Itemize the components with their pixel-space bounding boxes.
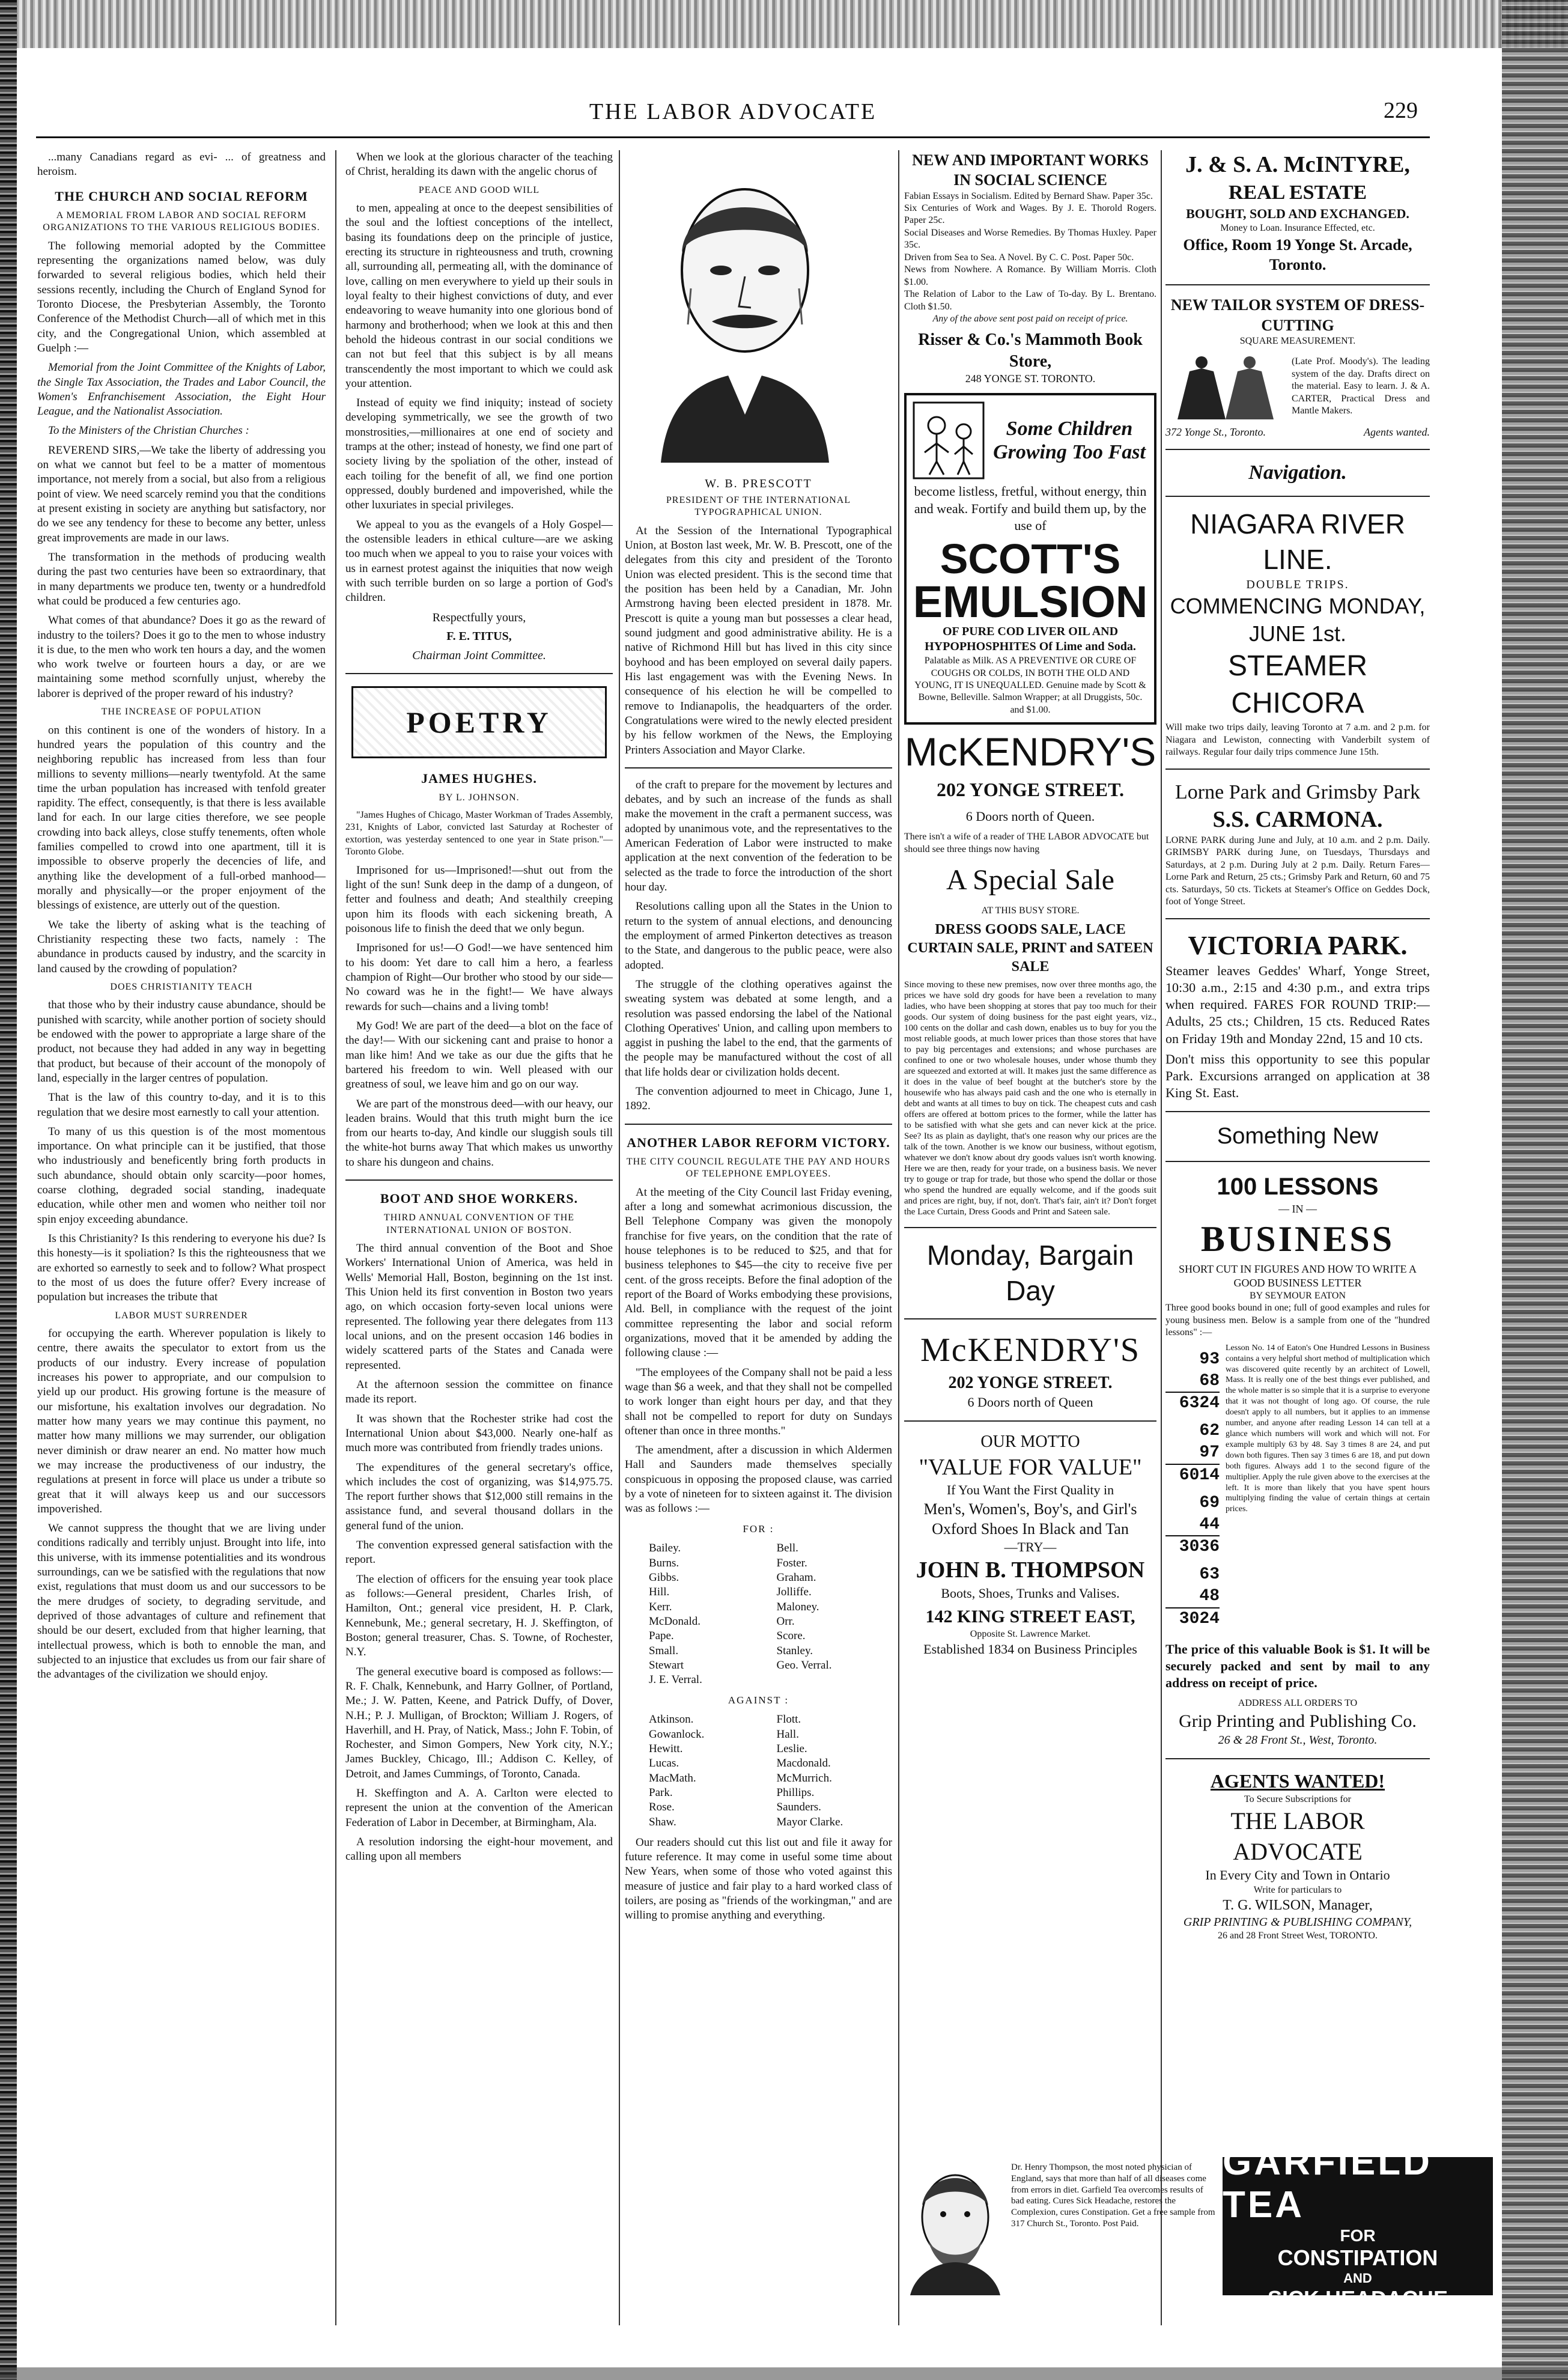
article-text: The general executive board is composed as follows:—R. F. Chalk, Kennebunk, and Harry Gollner, of Portland, Me.; J. W. Patten, Keene, and Patrick Duffy, of Dover, N.H.; P. J. Mulligan, of Brockton; William J. Rogers, of Haverhill, and H. Pray, of Natick, Mass.; John F. Tobin, of Rochester, and Simon Gompers, New York city, N.Y.; James Buckley, Chicago, Ill.; Addison C. Kelley, of Detroit, and James Cummings, of Toronto, Canada. bbox=[345, 1665, 613, 1780]
article-headline: BOOT AND SHOE WORKERS. bbox=[380, 1191, 579, 1207]
column-rule bbox=[619, 150, 620, 2325]
article-subhead: DOES CHRISTIANITY TEACH bbox=[110, 981, 253, 992]
poem-stanza: We are part of the monstrous deed—with our heavy, our leaden brains. Would that this truth might burn the ice from our hearts to-day, And kindle our sluggish souls till the white-hot burns away That which makes us unworthy to share his dungeon and chains. bbox=[345, 1097, 613, 1169]
multiplication-figure: 44 bbox=[1199, 1515, 1220, 1534]
divider bbox=[904, 1318, 1156, 1319]
thompson-goods: Men's, Women's, Boy's, and Girl's Oxford Shoes In Black and Tan bbox=[923, 1500, 1137, 1538]
article-text: At the meeting of the City Council last Friday evening, after a long and somewhat acrimonious discussion, the Bell Telephone Company was given the monopoly franchise for five years, on the condition that the rate of house telephones is to be reduced to $25, and that for business telephones to $45—the city to receive five per cent. of the gross receipts. Before the final adoption of the report of the Board of Works embodying these provisions, Ald. Bell, in compliance with the request of the joint committee representing the labor and social reform organizations, moved that it be amended by adding the following clause :— bbox=[625, 1185, 892, 1360]
multiplication-figure: 68 bbox=[1199, 1371, 1220, 1390]
grip-address: 26 & 28 Front St., West, Toronto. bbox=[1218, 1733, 1378, 1747]
poem-title: JAMES HUGHES. bbox=[421, 771, 537, 787]
article-text: We take the liberty of asking what is the teaching of Christianity respecting these two facts, namely : The abundance in products caused by industry, and the scarcity in land caused by the crowding of population? bbox=[37, 918, 326, 975]
vote-name: Hewitt. bbox=[649, 1742, 683, 1755]
multiplication-figure: 6324 bbox=[1165, 1392, 1220, 1414]
column-1 bbox=[37, 150, 326, 2325]
scotts-tagline: Some Children Growing Too Fast bbox=[993, 418, 1146, 464]
lessons-short-cut: SHORT CUT IN FIGURES AND HOW TO WRITE A GOOD BUSINESS LETTER bbox=[1179, 1262, 1417, 1289]
article-text: The convention expressed general satisfaction with the report. bbox=[345, 1539, 613, 1566]
multiplication-figure: 63 bbox=[1199, 1565, 1220, 1584]
article-text: The transformation in the methods of producing wealth during the past two centuries have been so extraordinary, that in many departments we produce ten, twenty or a hundredfold what could be produced a few centuries ago. bbox=[37, 550, 326, 607]
vote-name: Gowanlock. bbox=[649, 1727, 705, 1741]
tailor-title: NEW TAILOR SYSTEM OF DRESS-CUTTING bbox=[1170, 296, 1425, 334]
niagara-text: Will make two trips daily, leaving Toronto at 7 a.m. and 2 p.m. for Niagara and Lewiston, connecting with Vanderbilt system of railways. Regular four daily trips commence June 15th. bbox=[1165, 722, 1430, 758]
article-text: H. Skeffington and A. A. Carlton were elected to represent the union at the convention of the American Federation of Labor in December, at Birmingham, Ala. bbox=[345, 1787, 613, 1829]
thompson-items: Boots, Shoes, Trunks and Valises. bbox=[941, 1585, 1120, 1601]
vote-name: McDonald. bbox=[649, 1615, 701, 1628]
divider bbox=[625, 767, 892, 768]
vote-name: Maloney. bbox=[776, 1600, 819, 1613]
divider bbox=[1165, 449, 1430, 450]
dress-form-icon bbox=[1165, 347, 1286, 425]
multiplication-figure: 93 bbox=[1199, 1350, 1220, 1369]
vote-name: Bailey. bbox=[649, 1542, 681, 1555]
books-ad bbox=[904, 150, 1156, 386]
vote-name: Geo. Verral. bbox=[776, 1658, 832, 1672]
portrait-subcaption: PRESIDENT OF THE INTERNATIONAL TYPOGRAPHICAL UNION. bbox=[666, 495, 851, 518]
article-text: At the Session of the International Typographical Union, at Boston last week, Mr. W. B. Prescott, one of the delegates from this city and president of the Toronto Union was elected president. This is the second time that the position has been held by a Canadian, Mr. John Armstrong having been elected president in 1878. Mr. Prescott is quite a young man but possesses a clear head, sound judgment and good administrative ability. He is a native of Richmond Hill but has lived in this city since boyhood and has been employed on several daily papers. His last engagement was with the Evening News. In consequence of his election he will be compelled to remove to Indianapolis, the headquarters of the order. Congratulations were wired to the newly elected president by his fellow workmen of the News, the Employing Printers Association and Mayor Clarke. bbox=[625, 524, 892, 756]
vote-name: Atkinson. bbox=[649, 1713, 694, 1726]
special-sale-sub: AT THIS BUSY STORE. bbox=[981, 905, 1080, 916]
book-item: The Relation of Labor to the Law of To-day. By L. Brentano. Cloth $1.50. bbox=[904, 289, 1156, 312]
mcintyre-text: Money to Loan. Insurance Effected, etc. bbox=[1220, 223, 1375, 234]
article-text: We appeal to you as the evangels of a Holy Gospel—the ostensible leaders in ethical culture—are we asking too much when we appeal to you to raise your voices with us in earnest protest against the iniquities that now weigh with such terrible burden on so large a portion of God's children. bbox=[345, 518, 613, 604]
book-item: Social Diseases and Worse Remedies. By Thomas Huxley. Paper 35c. bbox=[904, 227, 1156, 251]
lorne-park-title: Lorne Park and Grimsby Park bbox=[1175, 781, 1420, 803]
thompson-try: —TRY— bbox=[1004, 1539, 1057, 1555]
divider bbox=[345, 1179, 613, 1181]
article-text: Memorial from the Joint Committee of the Knights of Labor, the Single Tax Association, the Trades and Labor Council, the Women's Enfranchisement Association, the Eight Hour League, and the Nationalist Association. bbox=[37, 361, 326, 418]
column-rule bbox=[1161, 150, 1162, 2325]
article-subhead: A MEMORIAL FROM LABOR AND SOCIAL REFORM ORGANIZATIONS TO THE VARIOUS RELIGIOUS BODIES. bbox=[43, 210, 320, 233]
signature-closing: Respectfully yours, bbox=[432, 610, 526, 624]
niagara-title: NIAGARA RIVER LINE. bbox=[1190, 508, 1405, 575]
mckendry-location-2: 6 Doors north of Queen bbox=[967, 1394, 1093, 1410]
divider bbox=[625, 1124, 892, 1125]
vote-name: Rose. bbox=[649, 1801, 675, 1814]
tailor-address: 372 Yonge St., Toronto. bbox=[1165, 426, 1266, 439]
motto-text: "VALUE FOR VALUE" bbox=[919, 1454, 1142, 1480]
scotts-subtitle: OF PURE COD LIVER OIL AND HYPOPHOSPHITES Of Lime and Soda. bbox=[925, 624, 1136, 654]
vote-name: Macdonald. bbox=[776, 1757, 831, 1770]
book-item: Driven from Sea to Sea. A Novel. By C. C. Post. Paper 50c. bbox=[904, 252, 1134, 263]
vote-against-list bbox=[649, 1712, 892, 1830]
garfield-tea-ad bbox=[904, 2141, 1493, 2311]
lessons-ad bbox=[1165, 1122, 1430, 1943]
doctor-portrait bbox=[904, 2157, 1006, 2295]
column-2 bbox=[345, 150, 613, 2325]
multiplication-figure: 62 bbox=[1199, 1422, 1220, 1441]
vote-name: Foster. bbox=[776, 1556, 807, 1569]
book-item: Fabian Essays in Socialism. Edited by Bernard Shaw. Paper 35c. bbox=[904, 190, 1153, 201]
labor-advocate-name: THE LABOR ADVOCATE bbox=[1230, 1807, 1365, 1866]
victoria-park-text: Steamer leaves Geddes' Wharf, Yonge Street, 10:30 a.m., 2:15 and 4:30 p.m., and extra trips when required. FARES FOR ROUND TRIP:—Adults, 25 cts.; Children, 15 cts. Reduced Rates on Friday 19th and Monday 22nd, 15 and 10 cts. bbox=[1165, 963, 1430, 1046]
lessons-price: The price of this valuable Book is $1. It will be securely packed and sent by mail to any address on receipt of price. bbox=[1165, 1641, 1430, 1690]
garfield-and: AND bbox=[1343, 2271, 1372, 2286]
multiplication-figure: 3036 bbox=[1165, 1535, 1220, 1558]
victoria-park-text-2: Don't miss this opportunity to see this popular Park. Excursions arranged on application at 38 King St. East. bbox=[1165, 1051, 1430, 1100]
article-text: The third annual convention of the Boot and Shoe Workers' International Union of America, was held in Wells' Memorial Hall, Boston, beginning on the 1st inst. This Union held its first convention in Boston two years ago, on which occasion forty-seven local unions were represented. The following year there delegates from 113 local unions, and on the present occasion 146 bodies in widely scattered parts of the States and Canada were represented. bbox=[345, 1242, 613, 1372]
scotts-emulsion-word: EMULSION bbox=[913, 576, 1148, 627]
niagara-sub: DOUBLE TRIPS. bbox=[1246, 577, 1349, 591]
article-text: At the afternoon session the committee on finance made its report. bbox=[345, 1378, 613, 1406]
vote-for-label: FOR : bbox=[743, 1523, 774, 1535]
vote-name: Pape. bbox=[649, 1630, 674, 1643]
vote-name: McMurrich. bbox=[776, 1771, 832, 1785]
thompson-address: 142 KING STREET EAST, bbox=[925, 1606, 1135, 1627]
poem-stanza: Imprisoned for us!—O God!—we have sentenced him to his doom: Yet dare to call him a hero, a fearless champion of Right—Our brother who stood by our side—No coward was he in the fight!— We have always rewards for such—chains and a living tomb! bbox=[345, 942, 613, 1013]
article-text: Is this Christianity? Is this rendering to everyone his due? Is this honesty—is it spoliation? Is this the righteousness that we are exhorted so earnestly to seek and to follow? What prospect to the most of us does the future offer? Every increase of population but increases the tribute that bbox=[37, 1232, 326, 1304]
vote-name: Flott. bbox=[776, 1713, 801, 1726]
garfield-title: GARFIELD TEA bbox=[1223, 2141, 1432, 2226]
grip-name: Grip Printing and Publishing Co. bbox=[1179, 1711, 1417, 1731]
vote-name: MacMath. bbox=[649, 1771, 696, 1785]
mckendry-address-2: 202 YONGE STREET. bbox=[948, 1373, 1113, 1392]
scan-edge-right bbox=[1502, 0, 1568, 2380]
article-text: that those who by their industry cause abundance, should be punished with scarcity, while another portion of society should be endowed with the power to appropriate a large share of the product, not because they had added in any way in begetting that product, but because of their account of the monopoly of land, especially in the larger centres of population. bbox=[37, 999, 326, 1085]
article-text: on this continent is one of the wonders of history. In a hundred years the population of this country and the neighboring republic has increased from less than four millions to seventy millions—nearly twentyfold. At the same time the urban population has increased with tenfold greater rapidity. The effect, consequently, is that there is less available land for each. In our large cities therefore, we see people crowding into back alleys, close stuffy tenements, often whole families compelled to crowd into one apartment, till it is impossible to observe properly the decencies of life, and anything like the development of a full-orbed manhood—morally and physically—or the proper enjoyment of the blessings of existence, are utterly out of the question. bbox=[37, 723, 326, 912]
vote-name: Phillips. bbox=[776, 1786, 815, 1799]
garfield-text: Dr. Henry Thompson, the most noted physician of England, says that more than half of all diseases come from errors in diet. Garfield Tea overcomes results of bad eating. Cures Sick Headache, restores the Complexion, cures Constipation. Get a free sample from 317 Church St., Toronto. Post Paid. bbox=[1011, 2162, 1215, 2229]
mckendry-name-2: McKENDRY'S bbox=[920, 1332, 1141, 1369]
prescott-portrait bbox=[625, 150, 865, 463]
labor-advocate-region: In Every City and Town in Ontario bbox=[1205, 1867, 1390, 1883]
thompson-ad bbox=[904, 1431, 1156, 1658]
navigation-heading: Navigation. bbox=[1248, 461, 1347, 484]
signature-name: F. E. TITUS, bbox=[446, 630, 512, 644]
column-5-ads bbox=[1165, 150, 1430, 2121]
books-ad-title: NEW AND IMPORTANT WORKS IN SOCIAL SCIENCE bbox=[912, 151, 1149, 189]
article-text: for occupying the earth. Wherever population is likely to centre, there awaits the speculator to extort from us the products of our industry. Every increase of population increases his power to appropriate, and our compulsion to yield up our product. His growing fortune is the measure of our misfortune, his exaltation involves our degradation. No matter how many years we may continue this payment, no matter how many millions we may surrender, our obligation never diminish or draw nearer an end. No matter how much we may increase the productiveness of our industry, the regulations at present in force will place us under a tribute so great that it will always keep us and our successors impoverished. bbox=[37, 1327, 326, 1515]
column-4-ads bbox=[904, 150, 1156, 2121]
article-text: Resolutions calling upon all the States in the Union to return to the system of annual elections, and denouncing the employment of armed Pinkerton detectives as treason to the State, and dangerous to the public peace, were also adopted. bbox=[625, 900, 892, 972]
article-subhead: PEACE AND GOOD WILL bbox=[418, 184, 540, 195]
vote-name: Stewart bbox=[649, 1658, 684, 1672]
article-subhead: THE CITY COUNCIL REGULATE THE PAY AND HOURS OF TELEPHONE EMPLOYEES. bbox=[626, 1156, 891, 1179]
article-text: Instead of equity we find iniquity; instead of society developing symmetrically, we see the growth of two monstrosities,—millionaires at one end of society and tramps at the other; instead of honesty, we find one part of society living by the spoliation of the other, instead of each toiling for the benefit of all, we find one portion oppressed, doubly burdened and impoverished, while the other luxuriates in special privileges. bbox=[345, 397, 613, 512]
poem-note: "James Hughes of Chicago, Master Workman of Trades Assembly, 231, Knights of Labor, convicted last Saturday at Rochester of extortion, was yesterday sentenced to one year in State prison."—Toronto Globe. bbox=[345, 809, 613, 857]
multiplication-figure: 69 bbox=[1199, 1493, 1220, 1512]
poem-stanza: My God! We are part of the deed—a blot on the face of the day!— With our sickening cant and praise to honor a man like him! And we take as our due the gifts that he bartered his freedom to win. Well pleased with our greatness of soul, we leave him and go on our way. bbox=[345, 1019, 613, 1091]
labor-advocate-manager: T. G. WILSON, Manager, bbox=[1223, 1898, 1373, 1913]
navigation-ads bbox=[1165, 460, 1430, 1101]
vote-name: Shaw. bbox=[649, 1815, 676, 1828]
poem-stanza: Imprisoned for us—Imprisoned!—shut out from the light of the sun! Sunk deep in the damp of a dungeon, of fetter and foulness and death; And stealthily creeping upon him its floods with each sickening breath, A poisonous life to finish the deed that we only begun. bbox=[345, 863, 613, 936]
lessons-text: Lesson No. 14 of Eaton's One Hundred Lessons in Business contains a very helpful short method of multiplication which was discovered quite recently by an architect of Lowell, Mass. It is really one of the best things ever published, and the whole matter is so simple that it is a surprise to everyone that it was not thought of long ago. Of course, the rule doesn't apply to all numbers, but it applies to an immense number, and anyone after reading Lesson 14 can tell at a glance which numbers will work and which will not. For example multiply 63 by 48. Say 3 times 8 are 24, and put down both figures. Then say 3 times 6 are 18, and put down both figures. Always add 1 to the second figure of the multiplier. Apply the rule given above to the exercises at the left. It is more than likely that you have spent hours multiplying finding the value of certain things at certain prices. bbox=[1226, 1343, 1430, 1514]
divider bbox=[1165, 768, 1430, 770]
special-sale-items: DRESS GOODS SALE, LACE CURTAIN SALE, PRINT and SATEEN SALE bbox=[907, 922, 1153, 975]
mckendry-address: 202 YONGE STREET. bbox=[936, 779, 1125, 801]
article-text: ...many Canadians regard as evi- ... of greatness and heroism. bbox=[37, 151, 326, 178]
mcintyre-sub: BOUGHT, SOLD AND EXCHANGED. bbox=[1186, 206, 1409, 222]
article-text: The amendment, after a discussion in which Aldermen Hall and Saunders made themselves specially conspicuous in opposing the proposed clause, was carried by a vote of nineteen for to sixteen against it. The division was as follows :— bbox=[625, 1444, 892, 1515]
thompson-name: JOHN B. THOMPSON bbox=[916, 1557, 1145, 1583]
column-rule bbox=[335, 150, 336, 2325]
tailor-sub: SQUARE MEASUREMENT. bbox=[1239, 335, 1356, 346]
bargain-day-title: Monday, Bargain Day bbox=[926, 1240, 1134, 1307]
vote-name: Saunders. bbox=[776, 1801, 821, 1814]
multiplication-example bbox=[1165, 1564, 1220, 1630]
scotts-name: SCOTT'S bbox=[940, 535, 1121, 582]
article-text: "The employees of the Company shall not be paid a less wage than $6 a week, and that they shall not be compelled to work longer than eight hours per day, and that they shall not be compelled to report for duty on Sundays oftener than once in three months." bbox=[625, 1366, 892, 1437]
garfield-for: FOR bbox=[1340, 2226, 1376, 2245]
scotts-fineprint: Palatable as Milk. AS A PREVENTIVE OR CURE OF COUGHS OR COLDS, IN BOTH THE OLD AND YOUNG, IT IS UNEQUALLED. Genuine made by Scott & Bowne, Belleville. Salmon Wrapper; at all Druggists, 50c. and $1.00. bbox=[914, 656, 1146, 715]
vote-name: Burns. bbox=[649, 1556, 679, 1569]
books-ad-note: Any of the above sent post paid on receipt of price. bbox=[932, 314, 1128, 324]
article-text: When we look at the glorious character of the teaching of Christ, heralding its dawn with the angelic chorus of bbox=[345, 151, 613, 178]
article-text: REVEREND SIRS,—We take the liberty of addressing you on what we cannot but feel to be a matter of momentous importance, not merely from a social, but also from a religious point of view. We need scarcely remind you that the conditions at present existing in society are anything but satisfactory, nor do we see any tendency for these to become any better, unless great improvements are made in our laws. bbox=[37, 443, 326, 544]
bargain-day-ad bbox=[904, 1238, 1156, 1410]
divider bbox=[1165, 918, 1430, 919]
vote-name: Bell. bbox=[776, 1542, 798, 1555]
tailor-agents: Agents wanted. bbox=[1364, 426, 1430, 439]
thompson-lead: If You Want the First Quality in bbox=[946, 1482, 1114, 1498]
vote-name: Score. bbox=[776, 1630, 806, 1643]
article-subhead: THE INCREASE OF POPULATION bbox=[101, 707, 262, 717]
vote-name: Small. bbox=[649, 1644, 679, 1657]
vote-name: Jolliffe. bbox=[776, 1586, 812, 1599]
lessons-author: BY SEYMOUR EATON bbox=[1249, 1290, 1346, 1301]
divider bbox=[1165, 1161, 1430, 1162]
multiplication-figure: 48 bbox=[1199, 1587, 1220, 1605]
poetry-banner: POETRY bbox=[351, 686, 607, 758]
column-3 bbox=[625, 150, 892, 2325]
mckendry-location: 6 Doors north of Queen. bbox=[965, 809, 1095, 824]
article-text: To many of us this question is of the most momentous importance. On what principle can it be justified, that those who industriously and beneficently bring forth products in such abundance, should obtain only scarcity—poor homes, coarse clothing, degraded social standing, inadequate education, while other men and women who neither toil nor spin enjoy exceeding abundance. bbox=[37, 1125, 326, 1226]
special-sale-text: Since moving to these new premises, now over three months ago, the prices we have sold dry goods for have been a revelation to many ladies, who have been shopping at stores that pay too much for their goods. Our system of doing business for the past eight years, viz., 100 cents on the dollar and cash down, enables us to buy for you the most reliable goods, at much lower prices than those stores that have to pay big percentages and extensions; and whose purchases are confined to one or two wholesale houses, under whose thumb they are squeezed and extorted at will. It makes just the same difference as it does in the value of beef bought at the butcher's store by the housewife who has always paid cash and the one who is eternally in debt and wants at all times to buy on tick. The cheapest cuts and cash offers are offered at bottom prices to the former, while the latter has to be satisfied with what she gets and can never kick at the price. See? Its as plain as daylight, that's one reason why our prices are the talk of the town. Another is we know our business, without egotism, whatever we don't know about dry goods values isn't worth knowing. Here we are then, ready for your trade, on a business basis. We never try to gouge or trap for trade, but those who spend the dollar or those who spend the hundred are equally welcome, and if the goods suit and prices are right, buy, if not, don't. That's fair, ain't it? Don't forget the Lace Curtain, Dress Goods and Print and Sateen sale. bbox=[904, 980, 1156, 1217]
article-text: The following memorial adopted by the Committee representing the organizations named below, was duly forwarded to several religious bodies, which held their sessions recently, including the Church of England Synod for Toronto Diocese, the Presbyterian Assembly, the Toronto Conference of the Methodist Church—all of which met in this city, and the Congregational Union, which assembled at Guelph :— bbox=[37, 239, 326, 355]
signature-title: Chairman Joint Committee. bbox=[412, 648, 546, 662]
lorne-park-steamer: S.S. CARMONA. bbox=[1212, 807, 1383, 833]
children-illustration-icon bbox=[913, 401, 985, 479]
labor-advocate-write: Write for particulars to bbox=[1253, 1884, 1342, 1895]
agents-wanted: AGENTS WANTED! bbox=[1210, 1770, 1385, 1792]
motto-label: OUR MOTTO bbox=[980, 1432, 1080, 1451]
niagara-steamer: STEAMER CHICORA bbox=[1227, 650, 1368, 719]
vote-name: Hall. bbox=[776, 1727, 799, 1741]
vote-name: Stanley. bbox=[776, 1644, 813, 1657]
lessons-in: — IN — bbox=[1278, 1202, 1317, 1215]
divider bbox=[1165, 496, 1430, 497]
vote-name: Lucas. bbox=[649, 1757, 679, 1770]
lessons-description: Three good books bound in one; full of good examples and rules for young business men. Below is a sample from one of the "hundred lessons" :— bbox=[1165, 1303, 1430, 1338]
vote-against-label: AGAINST : bbox=[728, 1694, 789, 1706]
divider bbox=[1165, 1111, 1430, 1112]
article-text: It was shown that the Rochester strike had cost the International Union about $43,000. Nearly one-half as much more was contributed from friendly trades unions. bbox=[345, 1412, 613, 1455]
divider bbox=[1165, 1758, 1430, 1759]
book-item: News from Nowhere. A Romance. By William Morris. Cloth $1.00. bbox=[904, 264, 1156, 287]
vote-name: Leslie. bbox=[776, 1742, 807, 1755]
article-text: of the craft to prepare for the movement by lectures and debates, and by such an increase of the funds as shall make the movement in the craft a permanent success, was adopted by unanimous vote, and the representatives to the American Federation of Labor were instructed to make application at the next convention of the federation to be selected as the trade to force the introduction of the short hour day. bbox=[625, 778, 892, 894]
vote-name: Kerr. bbox=[649, 1600, 672, 1613]
article-text: The expenditures of the general secretary's office, which includes the cost of organizing, was $14,975.75. The report further shows that $12,000 still remains in the assistance fund, and several thousand dollars in the general fund of the union. bbox=[345, 1461, 613, 1532]
article-text: That is the law of this country to-day, and it is to this regulation that we desire most earnestly to call your attention. bbox=[37, 1091, 326, 1119]
multiplication-figure: 6014 bbox=[1165, 1464, 1220, 1487]
page-number: 229 bbox=[1384, 98, 1418, 123]
vote-name: Orr. bbox=[776, 1615, 795, 1628]
mcintyre-name: J. & S. A. McINTYRE, bbox=[1185, 152, 1410, 177]
column-rule bbox=[898, 150, 899, 2325]
niagara-commencing: COMMENCING MONDAY, JUNE 1st. bbox=[1170, 594, 1426, 647]
divider bbox=[904, 1420, 1156, 1422]
scan-edge-bottom bbox=[0, 2367, 1568, 2380]
multiplication-example bbox=[1165, 1493, 1220, 1558]
special-sale-title: A Special Sale bbox=[946, 864, 1114, 896]
orders-label: ADDRESS ALL ORDERS TO bbox=[1238, 1698, 1358, 1709]
scan-edge-top bbox=[0, 0, 1568, 48]
books-ad-list bbox=[904, 190, 1156, 314]
mcintyre-ad bbox=[1165, 150, 1430, 275]
something-new: Something New bbox=[1217, 1124, 1379, 1149]
article-text: A resolution indorsing the eight-hour movement, and calling upon all members bbox=[345, 1836, 613, 1863]
article-text: We cannot suppress the thought that we are living under conditions radically and terribly unjust. Brought into life, into this universe, with its immense potentialities and its wondrous surroundings, can we be satisfied with the regulations that now exist, regulations that must doom us and our successors to be the mere drudges of society, to degrading servitude, and deprived of those advantages of culture and refinement that should be our desert, excluded from that higher learning, that intellectual prowess, which is both to ennoble the man, and subjected to an injustice that excludes us from our fair share of the advantages of the civilization we should enjoy. bbox=[37, 1522, 326, 1681]
book-item: Six Centuries of Work and Wages. By J. E. Thorold Rogers. Paper 25c. bbox=[904, 203, 1156, 226]
thompson-established: Established 1834 on Business Principles bbox=[923, 1641, 1137, 1657]
vote-name: Park. bbox=[649, 1786, 673, 1799]
mckendry-note: There isn't a wife of a reader of THE LABOR ADVOCATE but should see three things now having bbox=[904, 832, 1149, 854]
article-headline: THE CHURCH AND SOCIAL REFORM bbox=[55, 188, 308, 204]
article-text: to men, appealing at once to the deepest sensibilities of the soul and the loftiest conceptions of the intellect, basing its foundations deep on the principle of justice, erecting its structure in righteousness and truth, crowning all, surrounding all, permeating all, with the dominance of love, calling on men everywhere to yield up their souls in loyal fealty to their highest convictions of duty, and ever endeavoring to weave humanity into one glorious bond of harmony and brotherhood; when we look at this and then behold the hideous contrast in our social conditions we can not but feel that this subject is by all means transcendently the most important to which we could ask your attention. bbox=[345, 202, 613, 390]
labor-advocate-company: GRIP PRINTING & PUBLISHING COMPANY, bbox=[1183, 1915, 1412, 1929]
multiplication-example bbox=[1165, 1420, 1220, 1486]
divider bbox=[1165, 284, 1430, 285]
vote-name: Gibbs. bbox=[649, 1571, 679, 1584]
article-text: The struggle of the clothing operatives against the sweating system was debated at some length, and a resolution was passed endorsing the label of the National Clothing Operatives' Union, and calling upon members to aggist in pushing the label to the end, that the garments of the people may be manufactured without the cost of all that life holds dear or civilization holds decent. bbox=[625, 978, 892, 1079]
article-text: Our readers should cut this list out and file it away for future reference. It may come in useful some time about New Years, when some of those who voted against this measure of justice and fair play to a hard worked class of toilers, are posing as "friends of the workingman," and are willing to promise anything and everything. bbox=[625, 1836, 892, 1922]
lorne-park-text: LORNE PARK during June and July, at 10 a.m. and 2 p.m. Daily. GRIMSBY PARK during June, on Tuesdays, Thursdays and Saturdays, at 2 p.m. During July at 2 p.m. Daily. Return Fares—Lorne Park and Return, 25 cts.; Grimsby Park and Return, 60 and 75 cts. Saturdays, 50 cts. Tickets at Steamer's Office on Geddes Dock, foot of Yonge Street. bbox=[1165, 835, 1430, 907]
article-subhead: THIRD ANNUAL CONVENTION OF THE INTERNATIONAL UNION OF BOSTON. bbox=[383, 1213, 575, 1235]
garfield-banner bbox=[1223, 2141, 1493, 2311]
newspaper-title: THE LABOR ADVOCATE bbox=[589, 99, 877, 124]
multiplication-figure: 3024 bbox=[1165, 1607, 1220, 1630]
multiplication-example bbox=[1165, 1349, 1220, 1414]
books-ad-store: Risser & Co.'s Mammoth Book Store, bbox=[918, 330, 1143, 371]
page-header bbox=[36, 90, 1430, 138]
mcintyre-title: REAL ESTATE bbox=[1228, 181, 1367, 204]
agents-sub: To Secure Subscriptions for bbox=[1244, 1794, 1351, 1804]
vote-name: Hill. bbox=[649, 1586, 670, 1599]
article-text: The convention adjourned to meet in Chicago, June 1, 1892. bbox=[625, 1085, 892, 1113]
scan-edge-left bbox=[0, 0, 17, 2380]
lessons-count: 100 LESSONS bbox=[1217, 1173, 1379, 1200]
multiplication-figure: 97 bbox=[1199, 1443, 1220, 1462]
vote-name: J. E. Verral. bbox=[649, 1673, 702, 1687]
scotts-emulsion-ad bbox=[904, 393, 1156, 725]
article-text: To the Ministers of the Christian Churches : bbox=[48, 424, 249, 437]
poem-author: BY L. JOHNSON. bbox=[439, 793, 520, 803]
vote-name: Graham. bbox=[776, 1571, 816, 1584]
business-title: BUSINESS bbox=[1200, 1219, 1395, 1259]
books-ad-address: 248 YONGE ST. TORONTO. bbox=[965, 373, 1096, 385]
mcintyre-office: Office, Room 19 Yonge St. Arcade, Toronto. bbox=[1183, 236, 1412, 274]
thompson-opposite: Opposite St. Lawrence Market. bbox=[970, 1629, 1091, 1640]
article-headline: ANOTHER LABOR REFORM VICTORY. bbox=[627, 1134, 890, 1150]
garfield-constipation: CONSTIPATION bbox=[1277, 2245, 1438, 2270]
article-text: The election of officers for the ensuing year took place as follows:—General president, Charles Irish, of Hamilton, Ont.; general vice president, H. P. Clark, Kennebunk, Me.; general secretary, H. J. Skeffington, of Boston; general treasurer, Chas. S. Towne, of Rochester, N.Y. bbox=[345, 1572, 613, 1659]
divider bbox=[904, 1227, 1156, 1228]
mckendry-ad bbox=[904, 729, 1156, 1217]
article-subhead: LABOR MUST SURRENDER bbox=[115, 1310, 248, 1321]
vote-for-list bbox=[649, 1541, 892, 1687]
multiplication-examples bbox=[1165, 1343, 1220, 1636]
article-text: What comes of that abundance? Does it go as the reward of industry to the toilers? Does it go to the men to whose industry it is due, to the men who work ten hours a day, and the women who work twelve or fourteen hours a day, or are we maintaining some method scornfully unjust, whereby the laborer is deprived of the proper reward of his industry? bbox=[37, 614, 326, 700]
labor-advocate-address: 26 and 28 Front Street West, TORONTO. bbox=[1218, 1931, 1378, 1941]
tailor-ad bbox=[1165, 295, 1430, 439]
mckendry-name: McKENDRY'S bbox=[904, 729, 1156, 775]
victoria-park-title: VICTORIA PARK. bbox=[1188, 930, 1408, 960]
portrait-caption: W. B. PRESCOTT bbox=[705, 477, 812, 491]
tailor-text: (Late Prof. Moody's). The leading system of the day. Drafts direct on the material. Easy to learn. J. & A. CARTER, Practical Dress and Mantle Makers. bbox=[1292, 356, 1430, 416]
scotts-text: become listless, fretful, without energy, thin and weak. Fortify and build them up, by the use of bbox=[914, 484, 1147, 533]
vote-name: Mayor Clarke. bbox=[776, 1815, 843, 1828]
garfield-headache: SICK HEADACHE bbox=[1267, 2286, 1448, 2311]
divider bbox=[345, 673, 613, 674]
